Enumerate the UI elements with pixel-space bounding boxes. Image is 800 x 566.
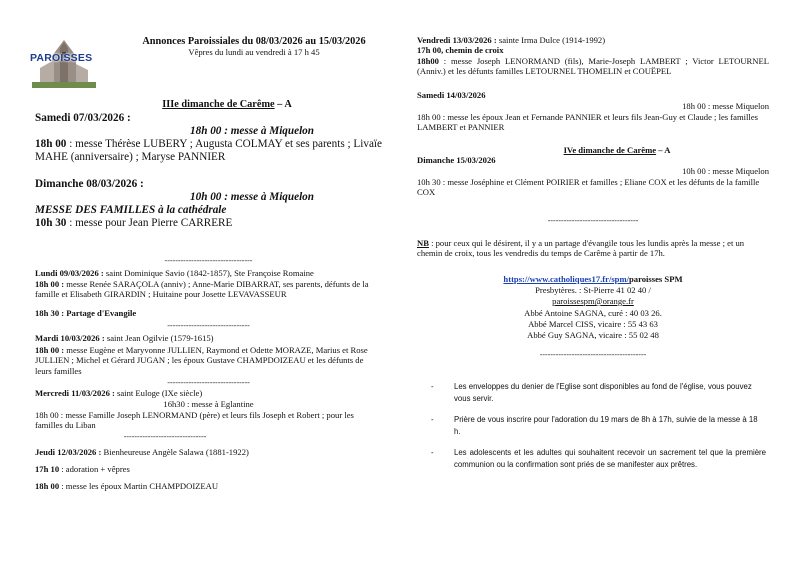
sun-time: 10h 30 — [35, 217, 70, 229]
sat-mass-right: 18h 00 : messe Miquelon — [682, 101, 769, 111]
website-line — [417, 274, 769, 284]
sat-intentions — [35, 138, 382, 164]
page-title: Annonces Paroissiales du 08/03/2026 au 15/03/2026 — [142, 36, 366, 47]
separator: ------------------------------- — [167, 321, 250, 330]
sun-families: MESSE DES FAMILLES à la cathédrale — [35, 204, 227, 216]
contact-cure: Abbé Antoine SAGNA, curé : 40 03 26. — [524, 308, 662, 318]
tue-time: 18h 00 : — [35, 345, 65, 355]
separator: ---------------------------------- — [547, 216, 639, 225]
page-subtitle: Vêpres du lundi au vendredi à 17 h 45 — [188, 47, 320, 57]
email-line — [417, 296, 769, 306]
sat-text: : messe Thérèse LUBERY ; Augusta COLMAY et ses parents ; Livaïe MAHE (anniversaire) ; Maryse PANNIER — [35, 138, 382, 164]
mon-line — [35, 268, 382, 278]
email-link[interactable]: paroissespm@orange.fr — [552, 296, 634, 306]
sat-mass: 18h 00 : messe à Miquelon — [190, 125, 315, 137]
separator: ------------------------------- — [123, 432, 207, 441]
separator: ---------------------------------------- — [539, 350, 647, 359]
sat-heading: Samedi 07/03/2026 : — [35, 112, 131, 124]
nb-note — [417, 238, 769, 259]
thu-adoration — [35, 464, 130, 474]
nb-text: : pour ceux qui le désirent, il y a un partage d'évangile tous les lundis après la messe ; et un chemin de croix, tous les vendredis du temps de Carême à partir de 17h. — [417, 238, 745, 259]
mon-saint: saint Dominique Savio (1842-1857), Ste Françoise Romaine — [103, 268, 314, 278]
tue-intentions — [35, 345, 382, 376]
sun-mass: 10h 00 : messe à Miquelon — [190, 191, 315, 203]
mon-intentions — [35, 279, 382, 300]
thu-line — [35, 447, 382, 457]
mon-time: 18h 00 : — [35, 279, 65, 289]
tue-line — [35, 333, 382, 343]
mon-heading: Lundi 09/03/2026 : — [35, 268, 104, 278]
wed-line — [35, 388, 382, 398]
announcement-item: - Prière de vous inscrire pour l'adoration du 19 mars de 8h à 17h, suivie de la messe à 18 h. — [431, 414, 766, 438]
announcement-list — [431, 381, 766, 480]
separator: --------------------------------- — [164, 256, 253, 265]
section-title-4-suffix: – A — [656, 145, 671, 155]
sat-time-right: 18h 00 — [417, 112, 443, 122]
thu-saint: Bienheureuse Angèle Salawa (1881-1922) — [101, 447, 249, 457]
fri-saint: sainte Irma Dulce (1914-1992) — [496, 35, 606, 45]
announcement-item: - Les adolescents et les adultes qui souhaitent recevoir un sacrement tel que la première communion ou la confirmation sont priés de se manifester aux prêtres. — [431, 447, 766, 471]
tue-saint: saint Jean Ogilvie (1579-1615) — [104, 333, 214, 343]
wed-mass: 16h30 : messe à Eglantine — [163, 399, 254, 409]
thu-text: : messe les époux Martin CHAMPDOIZEAU — [59, 481, 219, 491]
fri-text: : messe Joseph LENORMAND (fils), Marie-Joseph LAMBERT ; Victor LETOURNEL (Anniv.) et les défunts familles LETOURNEL THOMELIN et COUËPEL — [417, 56, 769, 77]
parish-logo — [30, 34, 98, 90]
announcement-item: - Les enveloppes du denier de l'Eglise sont disponibles au fond de l'église, vous pouvez vous servir. — [431, 381, 766, 405]
mon-text: messe Renée SARAÇOLA (anniv) ; Anne-Marie DIBARRAT, ses parents, défunts de la famille et Elisabeth GIRARDIN ; Huitaine pour Josette LEVAVASSEUR — [35, 279, 369, 300]
wed-intentions: 18h 00 : messe Famille Joseph LENORMAND (père) et leurs fils Joseph et Robert ; pour les familles du Liban — [35, 410, 354, 431]
section-title-3 — [135, 100, 319, 110]
contact-vicaire-2: Abbé Guy SAGNA, vicaire : 55 02 48 — [527, 330, 659, 340]
section-title-4 — [517, 145, 717, 155]
section-title-3-suffix: – A — [274, 99, 292, 110]
sat-intentions-right — [417, 112, 769, 133]
separator: ------------------------------- — [167, 378, 250, 387]
sun-text: : messe pour Jean Pierre CARRERE — [69, 217, 233, 229]
fri-chemin: 17h 00, chemin de croix — [417, 45, 504, 55]
fri-heading: Vendredi 13/03/2026 : — [417, 35, 497, 45]
sun-intentions — [35, 217, 232, 230]
sat-heading-right: Samedi 14/03/2026 — [417, 90, 486, 100]
sun-heading: Dimanche 08/03/2026 : — [35, 178, 144, 190]
sun-heading-right: Dimanche 15/03/2026 — [417, 155, 496, 165]
fri-time: 18h00 — [417, 56, 439, 66]
mon-evangile: 18h 30 : Partage d'Evangile — [35, 308, 137, 318]
fri-line — [417, 35, 769, 45]
fri-intentions — [417, 56, 769, 77]
tue-text: messe Eugène et Maryvonne JULLIEN, Raymond et Odette MORAZE, Marius et Rose JULLIEN ; Michel et Gérard JUGAN ; les époux Gustave CHAMPDOIZEAU et les défunts de leurs familles — [35, 345, 368, 376]
logo-text: PAROISSES — [30, 52, 93, 64]
section-title-3-text: IIIe dimanche de Carême — [162, 99, 275, 110]
wed-heading: Mercredi 11/03/2026 : — [35, 388, 115, 398]
wed-saint: saint Euloge (IXe siècle) — [114, 388, 203, 398]
contact-vicaire-1: Abbé Marcel CISS, vicaire : 55 43 63 — [528, 319, 658, 329]
sun-intentions-right: 10h 30 : messe Joséphine et Clément POIRIER et familles ; Eliane COX et les défunts de la famille COX — [417, 177, 760, 198]
sun-mass-right: 10h 00 : messe Miquelon — [682, 166, 769, 176]
thu-intentions — [35, 481, 218, 491]
tue-heading: Mardi 10/03/2026 : — [35, 333, 105, 343]
thu-time: 18h 00 — [35, 481, 60, 491]
presbyteres: Presbytères. : St-Pierre 41 02 40 / — [535, 285, 651, 295]
website-link[interactable]: https://www.catholiques17.fr/spm/ — [503, 274, 629, 284]
nb-label: NB — [417, 238, 429, 248]
thu-heading: Jeudi 12/03/2026 : — [35, 447, 102, 457]
thu-adoration-text: : adoration + vêpres — [59, 464, 130, 474]
thu-adoration-time: 17h 10 — [35, 464, 60, 474]
sat-text-right: : messe les époux Jean et Fernande PANNIER et leurs fils Jean-Guy et Claude ; les familles LAMBERT et PANNIER — [417, 112, 758, 133]
section-title-4-text: IVe dimanche de Carême — [563, 145, 657, 155]
website-suffix: paroisses SPM — [629, 274, 683, 284]
sat-time: 18h 00 — [35, 138, 70, 150]
